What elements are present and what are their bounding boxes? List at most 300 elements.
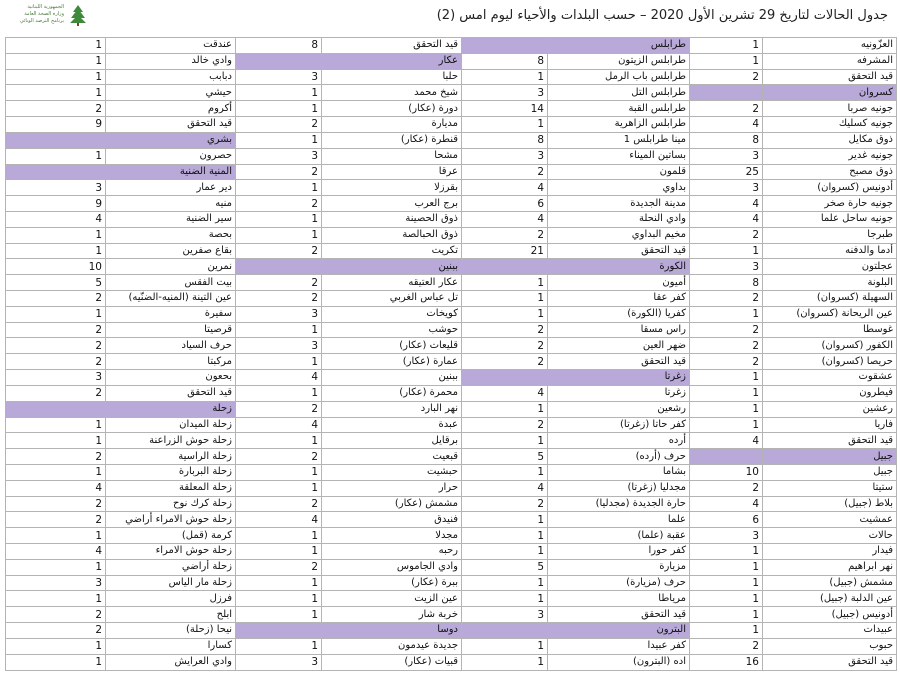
table-row (690, 607, 897, 623)
table-row (462, 512, 690, 528)
case-count-cell: 1 (236, 638, 322, 654)
table-row (690, 53, 897, 69)
case-count-cell: 1 (462, 464, 548, 480)
table-row (462, 132, 690, 148)
case-count-cell: 1 (6, 243, 106, 259)
locality-name-cell: قيد التحقق (763, 69, 897, 85)
table-row (690, 275, 897, 291)
table-row (690, 338, 897, 354)
case-count-cell: 2 (6, 623, 106, 639)
table-row (462, 449, 690, 465)
case-count-cell: 8 (462, 53, 548, 69)
table-row (690, 38, 897, 54)
table-row (6, 148, 236, 164)
case-count-cell: 1 (690, 575, 763, 591)
locality-name-cell: السهيلة (كسروان) (763, 291, 897, 307)
locality-name-cell: زحلة حوش الامراء (106, 544, 236, 560)
locality-name-cell: ضهر العين (548, 338, 690, 354)
locality-name-cell: بيت الفقس (106, 275, 236, 291)
table-row (6, 528, 236, 544)
locality-name-cell: علما (548, 512, 690, 528)
region-name-cell: الكورة (548, 259, 690, 275)
case-count-cell: 3 (462, 85, 548, 101)
table-row (6, 559, 236, 575)
locality-name-cell: قليعات (عكار) (322, 338, 462, 354)
case-count-cell: 4 (6, 544, 106, 560)
locality-name-cell: عين الدلبة (جبيل) (763, 591, 897, 607)
table-row (6, 607, 236, 623)
locality-name-cell: تل عباس الغربي (322, 291, 462, 307)
logo-text (6, 4, 64, 25)
table-row (462, 180, 690, 196)
case-count-cell: 1 (6, 417, 106, 433)
case-count-cell: 1 (236, 528, 322, 544)
locality-name-cell: فيدار (763, 544, 897, 560)
case-count-cell: 4 (690, 117, 763, 133)
locality-name-cell: عين التينة (المنيه-الضنّيه) (106, 291, 236, 307)
locality-name-cell: قبعيت (322, 449, 462, 465)
locality-name-cell: ذوق الحصينة (322, 211, 462, 227)
case-count-cell: 6 (690, 512, 763, 528)
locality-name-cell: برج العرب (322, 196, 462, 212)
table-row (236, 544, 462, 560)
case-count-cell: 2 (236, 164, 322, 180)
locality-name-cell: رعشين (763, 401, 897, 417)
case-count-cell: 9 (6, 117, 106, 133)
logo-line-2: وزارة الصحة العامة (24, 11, 64, 17)
table-row (462, 148, 690, 164)
region-header-row (6, 401, 236, 417)
case-count-cell: 1 (690, 559, 763, 575)
table-row (462, 211, 690, 227)
table-row (690, 227, 897, 243)
case-count-cell: 8 (690, 275, 763, 291)
region-name-cell: البترون (548, 623, 690, 639)
table-row (6, 69, 236, 85)
table-row (236, 591, 462, 607)
locality-name-cell: طرابلس القبة (548, 101, 690, 117)
case-count-cell: 3 (690, 180, 763, 196)
table-row (690, 480, 897, 496)
locality-name-cell: زحلة البربارة (106, 464, 236, 480)
table-row (690, 654, 897, 670)
locality-name-cell: حيشي (106, 85, 236, 101)
table-block-3 (235, 37, 461, 671)
case-count-cell: 1 (236, 322, 322, 338)
case-count-cell: 1 (6, 638, 106, 654)
locality-name-cell: نهر ابراهيم (763, 559, 897, 575)
table-row (6, 591, 236, 607)
table-row (6, 227, 236, 243)
table-row (236, 449, 462, 465)
case-count-cell: 2 (6, 322, 106, 338)
cedar-icon (68, 4, 88, 26)
locality-name-cell: قبيات (عكار) (322, 654, 462, 670)
locality-name-cell: غوسطا (763, 322, 897, 338)
table-row (462, 354, 690, 370)
case-count-cell: 1 (462, 69, 548, 85)
table-row (6, 291, 236, 307)
locality-name-cell: جونيه كسليك (763, 117, 897, 133)
table-row (6, 544, 236, 560)
case-count-cell: 2 (236, 196, 322, 212)
table-row (462, 196, 690, 212)
table-row (462, 243, 690, 259)
table-row (462, 164, 690, 180)
case-count-cell: 1 (690, 417, 763, 433)
case-count-cell: 2 (6, 101, 106, 117)
case-count-cell: 3 (6, 180, 106, 196)
region-name-cell: زغرتا (548, 370, 690, 386)
locality-name-cell: زحلة حوش الزراعنة (106, 433, 236, 449)
locality-name-cell: شيخ محمد (322, 85, 462, 101)
table-row (6, 306, 236, 322)
case-count-cell: 1 (236, 211, 322, 227)
table-row (6, 449, 236, 465)
locality-name-cell: نهر البارد (322, 401, 462, 417)
locality-name-cell: زحلة مار الياس (106, 575, 236, 591)
case-count-cell: 2 (690, 69, 763, 85)
table-row (690, 638, 897, 654)
table-row (462, 638, 690, 654)
table-row (6, 117, 236, 133)
locality-name-cell: كسارا (106, 638, 236, 654)
table-row (6, 38, 236, 54)
table-row (236, 480, 462, 496)
locality-name-cell: حلبا (322, 69, 462, 85)
case-count-cell: 3 (690, 528, 763, 544)
table-row (6, 464, 236, 480)
region-name-cell: طرابلس (548, 38, 690, 54)
case-count-cell (462, 38, 548, 54)
locality-name-cell: رشعين (548, 401, 690, 417)
case-count-cell: 2 (462, 338, 548, 354)
locality-name-cell: عجلتون (763, 259, 897, 275)
table-row (6, 101, 236, 117)
case-count-cell: 3 (236, 69, 322, 85)
region-header-row (462, 259, 690, 275)
table-row (462, 528, 690, 544)
table-row (690, 148, 897, 164)
case-count-cell: 6 (462, 196, 548, 212)
locality-name-cell: وادي خالد (106, 53, 236, 69)
table-row (462, 322, 690, 338)
table-row (690, 464, 897, 480)
table-row (6, 385, 236, 401)
region-name-cell: بشري (106, 132, 236, 148)
case-count-cell: 8 (690, 132, 763, 148)
case-count-cell: 1 (6, 528, 106, 544)
case-count-cell: 1 (462, 275, 548, 291)
case-count-cell: 1 (690, 607, 763, 623)
table-row (690, 117, 897, 133)
locality-name-cell: مجدلا (322, 528, 462, 544)
case-count-cell: 2 (462, 496, 548, 512)
case-count-cell: 4 (462, 480, 548, 496)
locality-name-cell: حبوب (763, 638, 897, 654)
table-row (236, 69, 462, 85)
case-count-cell: 8 (236, 38, 322, 54)
table-row (236, 354, 462, 370)
case-count-cell (462, 623, 548, 639)
case-count-cell: 4 (462, 180, 548, 196)
case-count-cell: 1 (6, 433, 106, 449)
locality-name-cell: زحلة الراسية (106, 449, 236, 465)
table-row (690, 101, 897, 117)
locality-name-cell: كويخات (322, 306, 462, 322)
locality-name-cell: عكار العتيقه (322, 275, 462, 291)
table-row (236, 85, 462, 101)
table-row (690, 385, 897, 401)
locality-name-cell: حرف (مزيارة) (548, 575, 690, 591)
region-header-row (236, 259, 462, 275)
locality-name-cell: قيد التحقق (548, 354, 690, 370)
locality-name-cell: أدونيس (جبيل) (763, 607, 897, 623)
case-count-cell: 3 (236, 654, 322, 670)
table-row (236, 559, 462, 575)
locality-name-cell: عبدة (322, 417, 462, 433)
locality-name-cell: كفر حاتا (زغرتا) (548, 417, 690, 433)
locality-name-cell: زحلة أراضي (106, 559, 236, 575)
locality-name-cell: جونيه ساحل علما (763, 211, 897, 227)
locality-name-cell: الكفور (كسروان) (763, 338, 897, 354)
locality-name-cell: زحلة الميدان (106, 417, 236, 433)
table-row (462, 417, 690, 433)
locality-name-cell: جبيل (763, 464, 897, 480)
locality-name-cell: برقايل (322, 433, 462, 449)
case-count-cell: 1 (462, 401, 548, 417)
case-count-cell: 1 (236, 480, 322, 496)
table-row (236, 370, 462, 386)
locality-name-cell: ببرة (عكار) (322, 575, 462, 591)
table-row (690, 243, 897, 259)
locality-name-cell: مينا طرابلس 1 (548, 132, 690, 148)
case-count-cell: 3 (690, 259, 763, 275)
locality-name-cell: كرمة (قمل) (106, 528, 236, 544)
locality-name-cell: طبرجا (763, 227, 897, 243)
case-count-cell: 1 (690, 306, 763, 322)
table-row (236, 638, 462, 654)
case-count-cell: 2 (6, 512, 106, 528)
region-name-cell: ببنين (322, 259, 462, 275)
case-count-cell: 1 (236, 591, 322, 607)
locality-name-cell: فيطرون (763, 385, 897, 401)
case-count-cell: 3 (462, 607, 548, 623)
case-count-cell: 3 (6, 370, 106, 386)
case-count-cell: 16 (690, 654, 763, 670)
table-row (690, 401, 897, 417)
region-header-row (462, 370, 690, 386)
table-row (236, 117, 462, 133)
case-count-cell: 3 (236, 148, 322, 164)
case-count-cell (236, 259, 322, 275)
locality-name-cell: ذوق مصبح (763, 164, 897, 180)
case-count-cell: 8 (462, 132, 548, 148)
case-count-cell: 2 (462, 417, 548, 433)
table-row (690, 259, 897, 275)
case-count-cell: 1 (236, 101, 322, 117)
locality-name-cell: البلونة (763, 275, 897, 291)
table-row (690, 559, 897, 575)
table-row (690, 528, 897, 544)
case-count-cell: 1 (462, 117, 548, 133)
locality-name-cell: العزّونيه (763, 38, 897, 54)
locality-name-cell: زحلة حوش الامراء أراضي (106, 512, 236, 528)
locality-name-cell: بشاما (548, 464, 690, 480)
table-row (6, 433, 236, 449)
locality-name-cell: أدما والدفنه (763, 243, 897, 259)
locality-name-cell: زحلة كرك نوح (106, 496, 236, 512)
case-count-cell (236, 53, 322, 69)
region-header-row (462, 623, 690, 639)
locality-name-cell: حصرون (106, 148, 236, 164)
locality-name-cell: مجدليا (زغرتا) (548, 480, 690, 496)
table-row (6, 512, 236, 528)
table-row (236, 575, 462, 591)
locality-name-cell: حبشيت (322, 464, 462, 480)
case-count-cell: 25 (690, 164, 763, 180)
case-count-cell: 2 (236, 275, 322, 291)
table-row (690, 512, 897, 528)
region-header-row (236, 623, 462, 639)
locality-name-cell: مشمش (عكار) (322, 496, 462, 512)
table-row (690, 322, 897, 338)
locality-name-cell: قنطرة (عكار) (322, 132, 462, 148)
table-row (690, 306, 897, 322)
table-row (462, 385, 690, 401)
table-block-2 (461, 37, 689, 671)
case-count-cell: 1 (6, 654, 106, 670)
table-row (236, 38, 462, 54)
locality-name-cell: وادي النحلة (548, 211, 690, 227)
locality-name-cell: حارة الجديدة (مجدليا) (548, 496, 690, 512)
locality-name-cell: منيه (106, 196, 236, 212)
table-row (236, 464, 462, 480)
locality-name-cell: محمرة (عكار) (322, 385, 462, 401)
locality-name-cell: جديدة عيدمون (322, 638, 462, 654)
table-row (236, 654, 462, 670)
case-count-cell: 4 (462, 385, 548, 401)
locality-name-cell: بحعون (106, 370, 236, 386)
case-count-cell: 1 (462, 306, 548, 322)
locality-name-cell: فاريا (763, 417, 897, 433)
case-count-cell: 4 (462, 211, 548, 227)
case-count-cell: 1 (6, 306, 106, 322)
locality-name-cell: ابلح (106, 607, 236, 623)
table-row (690, 291, 897, 307)
case-count-cell (6, 132, 106, 148)
table-row (6, 623, 236, 639)
case-count-cell: 1 (236, 85, 322, 101)
table-row (462, 338, 690, 354)
table-row (462, 53, 690, 69)
locality-name-cell: مرياطا (548, 591, 690, 607)
case-count-cell: 4 (236, 512, 322, 528)
locality-name-cell: مديارة (322, 117, 462, 133)
case-count-cell: 2 (236, 496, 322, 512)
table-row (6, 275, 236, 291)
table-row (690, 575, 897, 591)
case-count-cell: 1 (462, 544, 548, 560)
case-count-cell: 2 (462, 227, 548, 243)
case-count-cell: 2 (6, 385, 106, 401)
table-row (462, 591, 690, 607)
table-row (236, 227, 462, 243)
locality-name-cell: أكروم (106, 101, 236, 117)
table-row (236, 148, 462, 164)
table-row (462, 101, 690, 117)
locality-name-cell: بداوي (548, 180, 690, 196)
locality-name-cell: عبيدات (763, 623, 897, 639)
case-count-cell: 2 (6, 338, 106, 354)
case-count-cell: 14 (462, 101, 548, 117)
table-row (690, 433, 897, 449)
case-count-cell: 1 (690, 623, 763, 639)
locality-name-cell: بلاط (جبيل) (763, 496, 897, 512)
case-count-cell: 4 (6, 211, 106, 227)
case-count-cell: 4 (690, 433, 763, 449)
locality-name-cell: وادي العرايش (106, 654, 236, 670)
locality-name-cell: كفر عبيدا (548, 638, 690, 654)
case-count-cell: 2 (462, 164, 548, 180)
locality-name-cell: سير الضنية (106, 211, 236, 227)
table-row (236, 385, 462, 401)
case-count-cell: 1 (462, 528, 548, 544)
table-row (462, 559, 690, 575)
locality-name-cell: قيد التحقق (322, 38, 462, 54)
locality-name-cell: كفر عقا (548, 291, 690, 307)
case-count-cell: 1 (690, 243, 763, 259)
locality-name-cell: بحصة (106, 227, 236, 243)
page-title: جدول الحالات لتاريخ 29 تشرين الأول 2020 – حسب البلدات والأحياء ليوم امس (2) (436, 8, 888, 23)
locality-name-cell: مدينة الجديدة (548, 196, 690, 212)
table-row (6, 211, 236, 227)
table-row (236, 338, 462, 354)
table-row (462, 401, 690, 417)
locality-name-cell: تكريت (322, 243, 462, 259)
table-row (690, 591, 897, 607)
locality-name-cell: عين الريحانة (كسروان) (763, 306, 897, 322)
table-block-1 (689, 37, 896, 671)
case-count-cell: 4 (690, 496, 763, 512)
locality-name-cell: بساتين الميناء (548, 148, 690, 164)
case-count-cell: 2 (6, 291, 106, 307)
table-row (236, 306, 462, 322)
locality-name-cell: مشمش (جبيل) (763, 575, 897, 591)
locality-name-cell: قرصيتا (106, 322, 236, 338)
table-row (462, 575, 690, 591)
locality-name-cell: قيد التحقق (763, 654, 897, 670)
case-count-cell: 1 (690, 53, 763, 69)
table-row (6, 417, 236, 433)
case-count-cell: 1 (6, 148, 106, 164)
table-row (690, 496, 897, 512)
table-row (690, 180, 897, 196)
locality-name-cell: حرار (322, 480, 462, 496)
case-count-cell: 1 (462, 638, 548, 654)
table-row (462, 227, 690, 243)
case-count-cell: 2 (690, 101, 763, 117)
locality-name-cell: أرده (548, 433, 690, 449)
case-count-cell: 2 (690, 291, 763, 307)
case-count-cell: 2 (690, 338, 763, 354)
locality-name-cell: عين الزيت (322, 591, 462, 607)
table-row (6, 638, 236, 654)
case-count-cell: 3 (236, 338, 322, 354)
table-row (6, 338, 236, 354)
case-count-cell: 2 (236, 117, 322, 133)
locality-name-cell: وادي الجاموس (322, 559, 462, 575)
